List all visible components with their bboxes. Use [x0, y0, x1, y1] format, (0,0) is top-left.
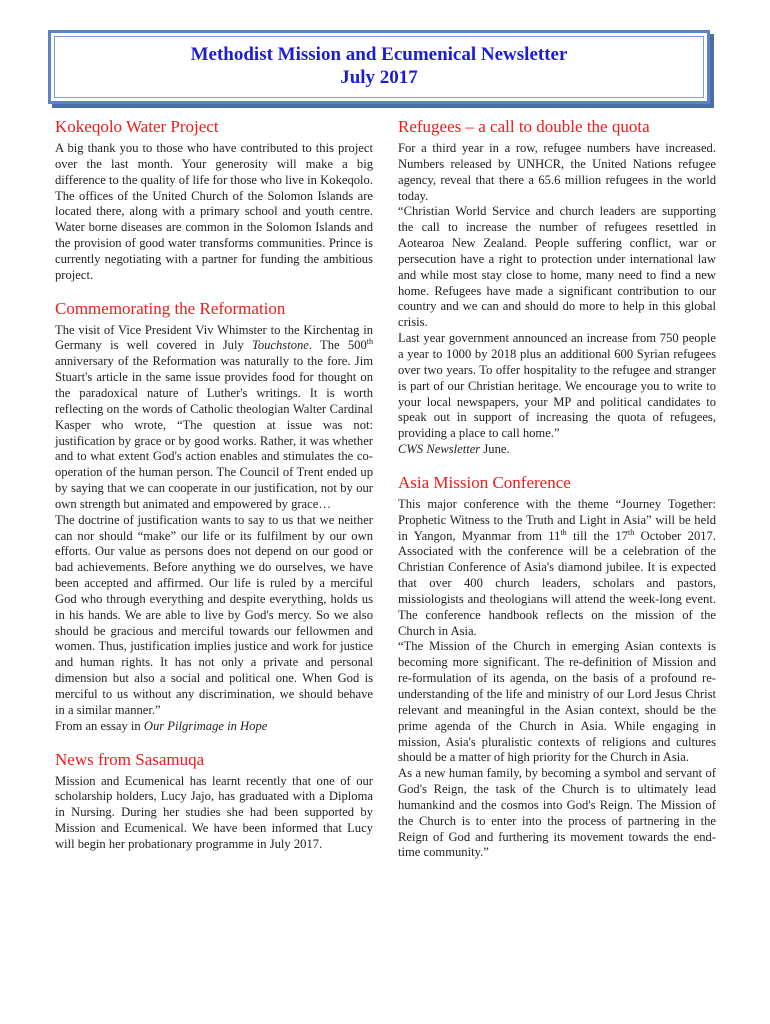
text: This major conference with the theme “Journey Together: Prophetic Witness to the Truth and Light in Asia” will be held in Yangon, Myanmar from 11 — [398, 496, 716, 543]
paragraph: For a third year in a row, refugee numbers have increased. Numbers released by UNHCR, the United Nations refugee agency, reveal that there a 65.6 million refugees in the world today. — [398, 141, 716, 203]
section-heading: Kokeqolo Water Project — [55, 117, 219, 136]
section-reformation — [55, 298, 373, 735]
paragraph: “The Mission of the Church in emerging Asian contexts is becoming more significant. The re-definition of Mission and re-formulation of its agenda, on the basis of a profound re-understanding of the life and ministry of our Lord Jesus Christ relevant and meaningful in the Asian context, should be the prime agenda of the Church in Asia. While engaging in mission, Asia's pluralistic contexts of religions and cultures should be a matter of high priority for the Church in Asia. — [398, 639, 716, 765]
section-asia — [398, 472, 716, 861]
section-heading: News from Sasamuqa — [55, 749, 205, 769]
publication-title: CWS Newsletter — [398, 442, 481, 457]
newsletter-title: Methodist Mission and Ecumenical Newsletter — [190, 44, 568, 65]
section-body: A big thank you to those who have contributed to this project over the last month. Your generosity will make a big difference to the quality of life for those who live in Kokeqolo. The offices of the United Church of the Solomon Islands are located there, along with a primary school and youth centre. Water borne diseases are common in the Solomon Islands and the provision of good water transforms communities. Prince is currently negotiating with a partner for funding the ambitious project. — [55, 141, 373, 282]
section-heading: Commemorating the Reformation — [55, 298, 286, 318]
publication-title: Touchstone — [251, 338, 309, 353]
section-heading: Refugees – a call to double the quota — [398, 117, 650, 136]
paragraph: As a new human family, by becoming a symbol and servant of God's Reign, the task of the Church is to ultimately lead humankind and the cosmos into God's Reign. The Mission of the Church is to enter into the process of partnering in the Reign of God and furthering its movement towards the end-time community.” — [398, 766, 716, 860]
section-body: Mission and Ecumenical has learnt recently that one of our scholarship holders, Lucy Jajo, has graduated with a Diploma in Nursing. During her studies she had been supported by Mission and Ecumenical. We have been informed that Lucy will begin her probationary programme in July 2017. — [55, 773, 373, 851]
right-column — [398, 116, 716, 875]
superscript: th — [366, 337, 373, 347]
newsletter-date: July 2017 — [340, 67, 418, 88]
paragraph — [55, 323, 373, 513]
paragraph: Last year government announced an increase from 750 people a year to 1000 by 2018 plus an additional 600 Syrian refugees over two years. To offer hospitality to the refugee and stranger is part of our Christian heritage. We encourage you to write to your local newspapers, your MP and political candidates to speak out in support of increasing the quota of refugees, providing a place to call home.” — [398, 331, 716, 441]
text: anniversary of the Reformation was naturally to the fore. Jim Stuart's article in the same issue provides food for thought on the paradoxical nature of Luther's writings. It is worth reflecting on the words of Catholic theologian Walter Cardinal Kasper who wrote, “The question at issue was not: justification by grace or by good works. Rather, it was whether and to what extent God's action enables and stimulates the co-operation of the human person. The Council of Trent ended up by saying that we can cooperate in our justification, not by our own strength but animated and empowered by grace… — [55, 354, 373, 511]
text: till the 17 — [566, 528, 628, 543]
paragraph: “Christian World Service and church leaders are supporting the call to increase the number of refugees resettled in Aotearoa New Zealand. People suffering conflict, war or persecution have a right to protection under international law and while most stay close to home, many need to find a new home. Refugees have made a significant contribution to our country and we can and should do more to help in this global crisis. — [398, 204, 716, 330]
superscript: th — [560, 527, 567, 537]
text: From an essay in — [55, 718, 144, 733]
newsletter-banner — [48, 30, 710, 104]
paragraph — [398, 497, 716, 640]
paragraph — [55, 719, 373, 735]
section-heading: Asia Mission Conference — [398, 472, 571, 492]
text: . The 500 — [308, 338, 367, 353]
paragraph: The doctrine of justification wants to say to us that we neither can nor should “make” our life or its fulfilment by our own efforts. Our value as persons does not depend on our good or bad achievements. Before anything we do ourselves, we have been accepted and affirmed. Our life is ruled by a merciful God who through everything and despite everything, holds us in his hands. We are able to live by God's mercy. So we also should be gracious and merciful towards our fellowmen and women. Thus, justification implies justice and work for justice and human rights. It has not only a private and personal dimension but also a social and political one. When God is merciful to us without any discrimination, we should behave in a similar manner.” — [55, 512, 373, 717]
paragraph — [398, 442, 716, 458]
banner-inner-border — [54, 36, 704, 98]
publication-title: Our Pilgrimage in Hope — [143, 718, 268, 733]
text: The visit of Vice President Viv Whimster to the Kirchentag in Germany is well covered in July — [55, 322, 373, 353]
superscript: th — [627, 527, 635, 537]
text: October 2017. Associated with the conference will be a celebration of the Christian Conference of Asia's diamond jubilee. It is expected that over 400 church leaders, scholars and pastors, missiologists and theologians will attend the week-long event. The conference handbook reflects on the mission of the Church in Asia. — [398, 528, 717, 638]
section-kokeqolo — [55, 116, 373, 284]
text: June. — [480, 442, 510, 457]
left-column — [55, 116, 373, 867]
section-sasamuqa — [55, 749, 373, 853]
section-refugees — [398, 116, 716, 458]
